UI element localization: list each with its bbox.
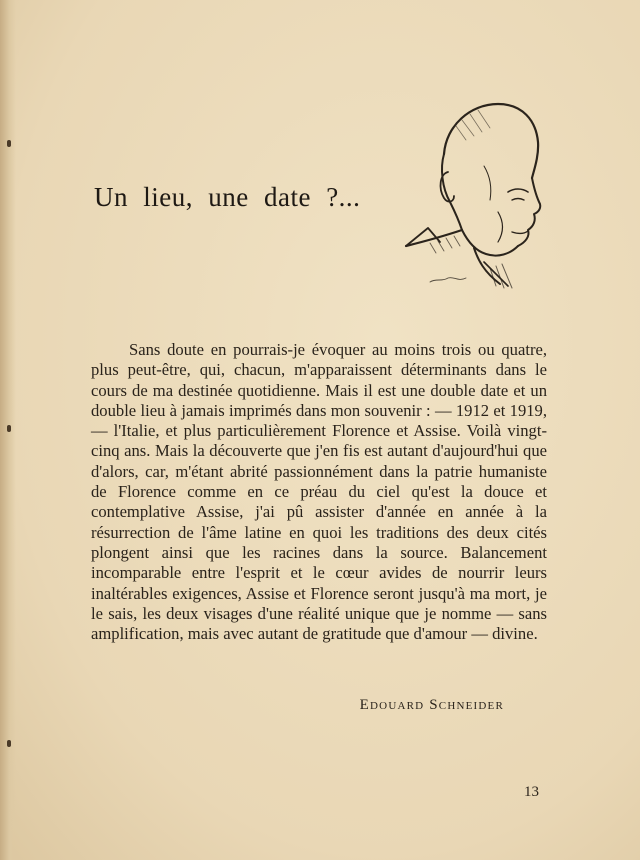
binding-stitch bbox=[7, 140, 11, 147]
binding-stitch bbox=[7, 740, 11, 747]
author-portrait-sketch bbox=[400, 96, 550, 296]
article-body: Sans doute en pourrais-je évoquer au moins trois ou quatre, plus peut-être, qui, chacun, m'apparaissent déterminants dans le cours de ma destinée quotidienne. Mais il est une double date et un double lieu à jamais imprimés dans mon souvenir : — 1912 et 1919, — l'Italie, et plus particulièrement Florence et Assise. Voilà vingt-cinq ans. Mais la découverte que j'en fis est autant d'aujourd'hui que d'alors, car, m'étant abrité passionnément dans la patrie humaniste de Florence comme en ce préau du ciel qu'est la douce et contemplative Assise, j'ai pû assister d'année en année à la résurrection de l'âme latine en quoi les traditions des deux cités plongent ainsi que les racines dans la source. Balancement incomparable entre l'esprit et le cœur avides de nourrir leurs inaltérables exigences, Assise et Florence seront jusqu'à ma mort, je le sais, les deux visages d'une réalité unique que je nomme — sans amplification, mais avec autant de gratitude que d'amour — divine. bbox=[91, 340, 547, 644]
author-signature: Edouard Schneider bbox=[359, 697, 504, 713]
page-number: 13 bbox=[524, 784, 539, 800]
binding-stitch bbox=[7, 425, 11, 432]
article-title: Un lieu, une date ?... bbox=[94, 182, 361, 212]
